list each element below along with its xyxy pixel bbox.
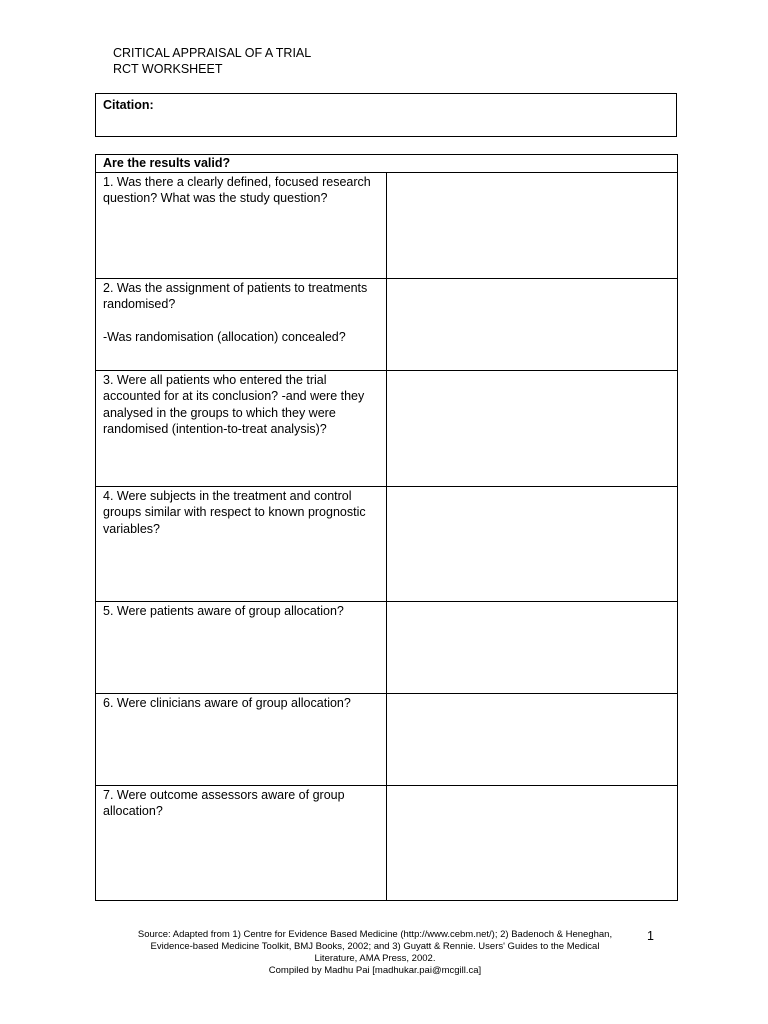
question-row [96, 693, 678, 785]
answer-cell[interactable] [387, 172, 678, 278]
question-row [96, 370, 678, 486]
source-line: Source: Adapted from 1) Centre for Evidence Based Medicine (http://www.cebm.net/); 2) Badenoch & Heneghan, [137, 929, 613, 940]
document-subtitle: RCT WORKSHEET [113, 62, 223, 76]
question-text: 4. Were subjects in the treatment and control groups similar with respect to known prognostic variables? [103, 488, 366, 536]
compiled-by: Compiled by Madhu Pai [madhukar.pai@mcgill.ca] [268, 965, 482, 976]
document-header [113, 45, 311, 77]
question-row [96, 278, 678, 370]
question-text: 3. Were all patients who entered the trial accounted for at its conclusion? -and were they analysed in the groups to which they were randomised (intention-to-treat analysis)? [103, 372, 365, 436]
answer-cell[interactable] [387, 370, 678, 486]
page-number: 1 [647, 929, 654, 943]
question-cell [96, 370, 387, 486]
section-header-row [96, 155, 678, 173]
answer-cell[interactable] [387, 278, 678, 370]
question-row [96, 486, 678, 601]
citation-label: Citation: [103, 98, 154, 112]
question-cell [96, 693, 387, 785]
question-row [96, 601, 678, 693]
question-cell [96, 601, 387, 693]
question-text: 2. Was the assignment of patients to treatments randomised? [103, 280, 368, 311]
citation-field[interactable] [95, 93, 677, 137]
answer-cell[interactable] [387, 785, 678, 900]
question-cell [96, 785, 387, 900]
question-cell [96, 172, 387, 278]
question-text: 6. Were clinicians aware of group allocation? [103, 695, 351, 710]
question-row [96, 172, 678, 278]
section-title: Are the results valid? [96, 155, 678, 173]
question-text: 1. Was there a clearly defined, focused research question? What was the study question? [103, 174, 371, 205]
question-row [96, 785, 678, 900]
answer-cell[interactable] [387, 693, 678, 785]
source-footer [115, 929, 635, 977]
source-line: Evidence-based Medicine Toolkit, BMJ Books, 2002; and 3) Guyatt & Rennie. Users' Guides to the Medical [150, 941, 600, 952]
validity-table [95, 154, 678, 901]
answer-cell[interactable] [387, 601, 678, 693]
source-line: Literature, AMA Press, 2002. [314, 953, 436, 964]
document-title: CRITICAL APPRAISAL OF A TRIAL [113, 46, 312, 60]
question-text: 7. Were outcome assessors aware of group allocation? [103, 787, 345, 818]
question-text: -Was randomisation (allocation) concealed? [103, 329, 346, 344]
question-text: 5. Were patients aware of group allocation? [103, 603, 344, 618]
answer-cell[interactable] [387, 486, 678, 601]
question-cell [96, 278, 387, 370]
question-cell [96, 486, 387, 601]
